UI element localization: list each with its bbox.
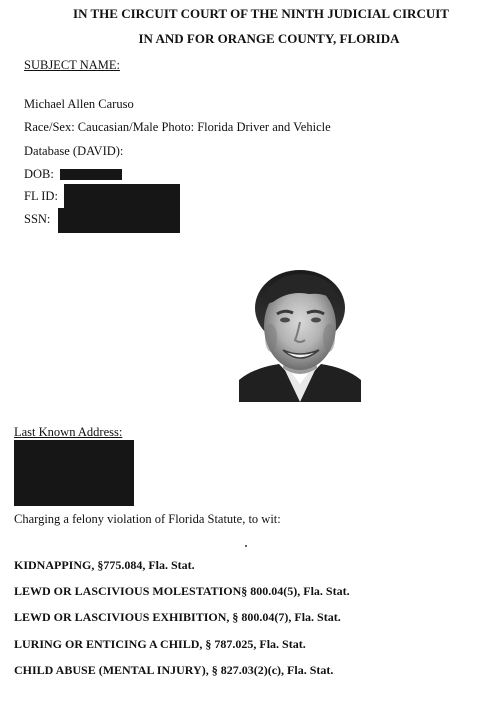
scan-speck	[245, 545, 247, 547]
last-known-address-heading: Last Known Address:	[14, 425, 123, 439]
subject-name: Michael Allen Caruso	[24, 97, 134, 111]
court-header-line-2: IN AND FOR ORANGE COUNTY, FLORIDA	[138, 31, 400, 46]
subject-photo-image	[239, 268, 361, 402]
charge-item: LEWD OR LASCIVIOUS MOLESTATION§ 800.04(5), Fla. Stat.	[14, 584, 350, 598]
charge-item: CHILD ABUSE (MENTAL INJURY), § 827.03(2)(c), Fla. Stat.	[14, 663, 334, 677]
subject-photo	[239, 268, 361, 402]
ssn-redaction	[58, 208, 180, 233]
dob-label: DOB:	[24, 167, 54, 181]
fl-id-label: FL ID:	[24, 189, 58, 203]
address-redaction	[14, 440, 134, 506]
dob-redaction	[60, 169, 122, 180]
ssn-label: SSN:	[24, 212, 51, 226]
database-line: Database (DAVID):	[24, 144, 124, 158]
court-header-line-1: IN THE CIRCUIT COURT OF THE NINTH JUDICIAL CIRCUIT	[73, 6, 449, 21]
charging-intro: Charging a felony violation of Florida Statute, to wit:	[14, 512, 281, 526]
fl-id-redaction	[64, 184, 180, 208]
charge-item: LURING OR ENTICING A CHILD, § 787.025, Fla. Stat.	[14, 637, 306, 651]
subject-name-heading: SUBJECT NAME:	[24, 58, 120, 72]
charge-item: LEWD OR LASCIVIOUS EXHIBITION, § 800.04(7), Fla. Stat.	[14, 610, 341, 624]
race-sex-line: Race/Sex: Caucasian/Male Photo: Florida Driver and Vehicle	[24, 120, 331, 134]
charge-item: KIDNAPPING, §775.084, Fla. Stat.	[14, 558, 195, 572]
